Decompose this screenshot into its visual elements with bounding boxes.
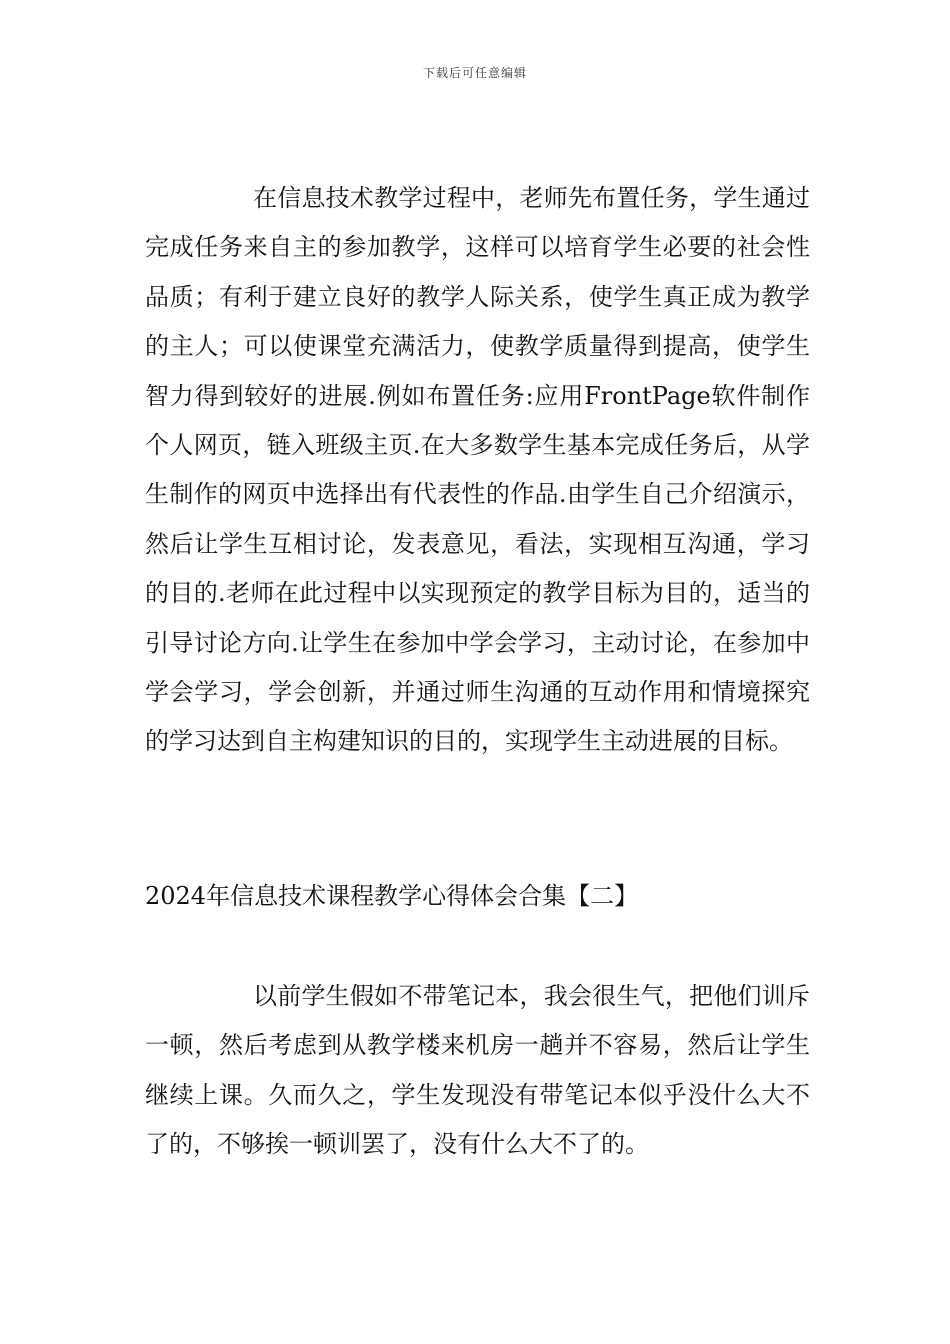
body-section-1 xyxy=(145,174,810,767)
body-paragraph: 在信息技术教学过程中，老师先布置任务，学生通过完成任务来自主的参加教学，这样可以培育学生必要的社会性品质；有利于建立良好的教学人际关系，使学生真正成为教学的主人；可以使课堂充满活力，使教学质量得到提高，使学生智力得到较好的进展.例如布置任务:应用FrontPage软件制作个人网页，链入班级主页.在大多数学生基本完成任务后，从学生制作的网页中选择出有代表性的作品.由学生自己介绍演示，然后让学生互相讨论，发表意见，看法，实现相互沟通，学习的目的.老师在此过程中以实现预定的教学目标为目的，适当的引导讨论方向.让学生在参加中学会学习，主动讨论，在参加中学会学习，学会创新，并通过师生沟通的互动作用和情境探究的学习达到自主构建知识的目的，实现学生主动进展的目标。 xyxy=(145,184,810,756)
section-heading: 2024年信息技术课程教学心得体会合集【二】 xyxy=(145,882,639,910)
body-section-2 xyxy=(145,972,810,1170)
body-paragraph: 以前学生假如不带笔记本，我会很生气，把他们训斥一顿，然后考虑到从教学楼来机房一趟并不容易，然后让学生继续上课。久而久之，学生发现没有带笔记本似乎没什么大不了的，不够挨一顿训罢了，没有什么大不了的。 xyxy=(145,982,810,1159)
page-header-note: 下载后可任意编辑 xyxy=(422,66,527,80)
